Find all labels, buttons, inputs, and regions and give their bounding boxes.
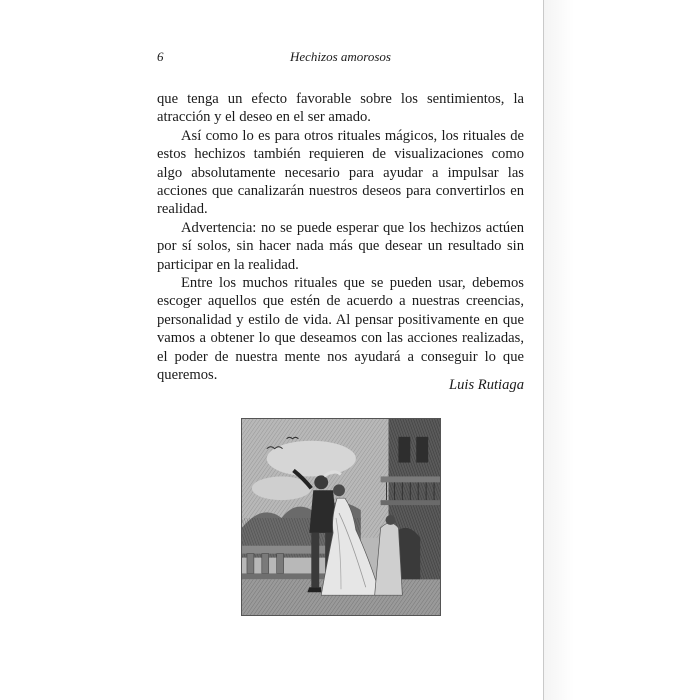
- romantic-couple-engraving-icon: [241, 418, 441, 616]
- running-title: Hechizos amorosos: [290, 49, 391, 64]
- body-text: [157, 90, 524, 385]
- paragraph-continuation: que tenga un efecto favorable sobre los sentimientos, la atracción y el deseo en el ser amado.: [157, 91, 524, 126]
- facing-page-margin: [544, 0, 700, 700]
- running-header: [157, 49, 524, 67]
- paragraph-warning: Advertencia: no se puede esperar que los hechizos actúen por sí solos, sin hacer nada más que desear un resultado sin participar en la realidad.: [157, 219, 524, 273]
- author-signature: Luis Rutiaga: [448, 377, 524, 393]
- paragraph-choose-rituals: Entre los muchos rituales que se pueden usar, debemos escoger aquellos que estén de acuerdo a nuestras creencias, personalidad y estilo de vida. Al pensar positivamente en que vamos a obtener lo que deseamos con las acciones realizadas, el poder de nuestra mente nos ayudará a conseguir lo que queremos.: [157, 275, 524, 384]
- paragraph-visualizations: Así como lo es para otros rituales mágicos, los rituales de estos hechizos también requieren de visualizaciones como algo absolutamente necesario para ayudar a impulsar las acciones que canalizarán nuestros deseos para convertirlos en realidad.: [157, 127, 524, 218]
- page-number: 6: [157, 49, 164, 64]
